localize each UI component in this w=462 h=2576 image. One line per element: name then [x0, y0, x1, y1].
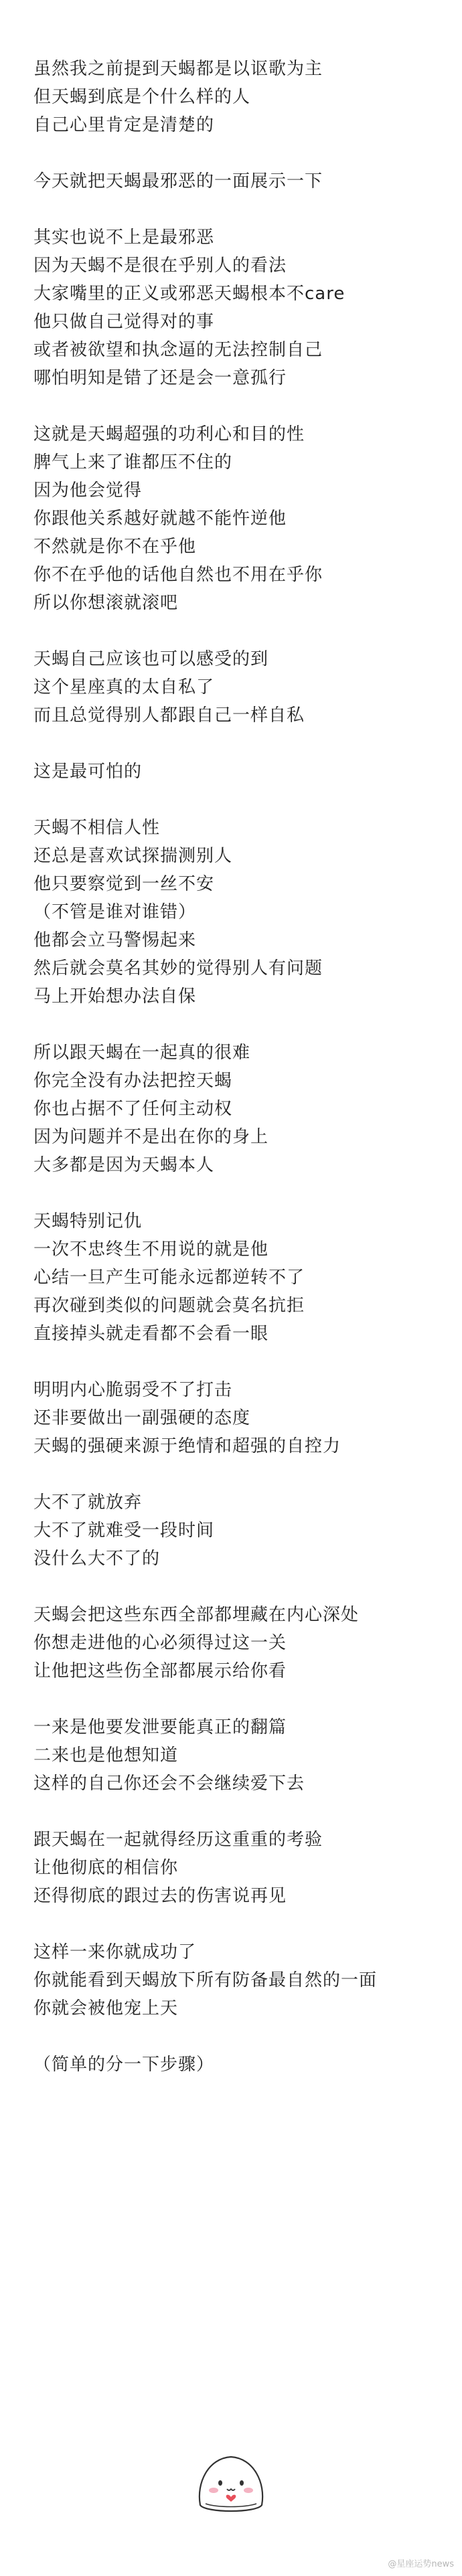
- text-line: 因为问题并不是出在你的身上: [33, 1127, 269, 1147]
- text-line: 一次不忠终生不用说的就是他: [33, 1239, 269, 1260]
- text-line: 天蝎的强硬来源于绝情和超强的自控力: [33, 1436, 341, 1456]
- paragraph: [33, 1488, 435, 1573]
- text-line: 脾气上来了谁都压不住的: [33, 452, 233, 473]
- text-line: 马上开始想办法自保: [33, 986, 197, 1007]
- text-line: 今天就把天蝎最邪恶的一面展示一下: [33, 171, 323, 191]
- text-line: 或者被欲望和执念逼的无法控制自己: [33, 340, 323, 360]
- paragraph: [33, 1713, 435, 1798]
- paragraph: [33, 1376, 435, 1460]
- text-line: 虽然我之前提到天蝎都是以讴歌为主: [33, 59, 323, 79]
- paragraph-gap: [33, 1910, 435, 1938]
- paragraph-gap: [33, 1460, 435, 1488]
- text-line: 他只做自己觉得对的事: [33, 312, 215, 332]
- text-line: 这是最可怕的: [33, 762, 143, 782]
- paragraph-gap: [33, 1348, 435, 1376]
- text-line: 这样一来你就成功了: [33, 1942, 197, 1962]
- text-line: 因为天蝎不是很在乎别人的看法: [33, 256, 287, 276]
- text-line: 还得彻底的跟过去的伤害说再见: [33, 1886, 287, 1906]
- paragraph: [33, 1601, 435, 1685]
- paragraph-gap: [33, 195, 435, 224]
- text-line: 所以你想滚就滚吧: [33, 593, 179, 613]
- text-line: 所以跟天蝎在一起真的很难: [33, 1043, 251, 1063]
- paragraph-gap: [33, 1179, 435, 1207]
- text-line: 二来也是他想知道: [33, 1745, 179, 1766]
- text-line: （不管是谁对谁错）: [33, 902, 197, 922]
- paragraph: [33, 1938, 435, 2023]
- paragraph-gap: [33, 139, 435, 167]
- text-line: 一来是他要发泄要能真正的翻篇: [33, 1717, 287, 1737]
- paragraph-gap: [33, 729, 435, 758]
- text-line: 大家嘴里的正义或邪恶天蝎根本不care: [33, 284, 345, 304]
- text-line: 跟天蝎在一起就得经历这重重的考验: [33, 1830, 323, 1850]
- text-line: 自己心里肯定是清楚的: [33, 115, 215, 135]
- text-line: 这样的自己你还会不会继续爱下去: [33, 1774, 305, 1794]
- text-line: 没什么大不了的: [33, 1549, 161, 1569]
- paragraph-gap: [33, 1685, 435, 1713]
- text-line: 大不了就难受一段时间: [33, 1521, 215, 1541]
- paragraph: [33, 1039, 435, 1179]
- text-line: 这个星座真的太自私了: [33, 677, 215, 697]
- text-line: 天蝎自己应该也可以感受的到: [33, 649, 269, 669]
- text-line: 你跟他关系越好就越不能忤逆他: [33, 509, 287, 529]
- paragraph-gap: [33, 2023, 435, 2051]
- text-line: 而且总觉得别人都跟自己一样自私: [33, 705, 305, 725]
- text-line: 你也占据不了任何主动权: [33, 1099, 233, 1119]
- text-line: 天蝎会把这些东西全部都埋藏在内心深处: [33, 1605, 360, 1625]
- watermark: @星座运势news: [388, 2559, 454, 2569]
- text-line: 哪怕明知是错了还是会一意孤行: [33, 368, 287, 388]
- text-line: 他只要察觉到一丝不安: [33, 874, 215, 894]
- paragraph: [33, 1207, 435, 1348]
- paragraph: [33, 420, 435, 617]
- text-line: 你完全没有办法把控天蝎: [33, 1071, 233, 1091]
- text-line: 你想走进他的心必须得过这一关: [33, 1633, 287, 1653]
- text-line: 他都会立马警惕起来: [33, 930, 197, 950]
- text-line: 心结一旦产生可能永远都逆转不了: [33, 1268, 305, 1288]
- paragraph: [33, 224, 435, 392]
- paragraph: [33, 814, 435, 1011]
- paragraph-gap: [33, 1798, 435, 1826]
- paragraph: [33, 645, 435, 729]
- paragraph-gap: [33, 392, 435, 420]
- text-line: 天蝎不相信人性: [33, 818, 161, 838]
- text-line: 其实也说不上是最邪恶: [33, 228, 215, 248]
- cute-blob-face-icon: [191, 2446, 271, 2520]
- text-line: 但天蝎到底是个什么样的人: [33, 87, 251, 107]
- text-line: 还非要做出一副强硬的态度: [33, 1408, 251, 1428]
- text-line: 这就是天蝎超强的功利心和目的性: [33, 424, 305, 444]
- paragraph-gap: [33, 1011, 435, 1039]
- paragraph-gap: [33, 1573, 435, 1601]
- text-line: 你就会被他宠上天: [33, 1998, 179, 2019]
- text-line: 大不了就放弃: [33, 1492, 143, 1513]
- text-line: 直接掉头就走看都不会看一眼: [33, 1324, 269, 1344]
- text-line: 让他把这些伤全部都展示给你看: [33, 1661, 287, 1681]
- text-line: 让他彻底的相信你: [33, 1858, 179, 1878]
- text-line: 大多都是因为天蝎本人: [33, 1155, 215, 1175]
- text-line: 因为他会觉得: [33, 481, 143, 501]
- paragraph-gap: [33, 786, 435, 814]
- text-line: 明明内心脆弱受不了打击: [33, 1380, 233, 1400]
- article-body: [33, 55, 435, 2079]
- paragraph: [33, 167, 435, 195]
- text-line: 不然就是你不在乎他: [33, 537, 197, 557]
- text-line: 还总是喜欢试探揣测别人: [33, 846, 233, 866]
- paragraph: [33, 758, 435, 786]
- text-line: 你就能看到天蝎放下所有防备最自然的一面: [33, 1970, 378, 1990]
- paragraph: [33, 2051, 435, 2079]
- text-line: （简单的分一下步骤）: [33, 2055, 215, 2075]
- text-line: 然后就会莫名其妙的觉得别人有问题: [33, 958, 323, 978]
- text-line: 天蝎特别记仇: [33, 1211, 143, 1231]
- paragraph-gap: [33, 617, 435, 645]
- paragraph: [33, 55, 435, 139]
- text-line: 你不在乎他的话他自然也不用在乎你: [33, 565, 323, 585]
- text-line: 再次碰到类似的问题就会莫名抗拒: [33, 1296, 305, 1316]
- paragraph: [33, 1826, 435, 1910]
